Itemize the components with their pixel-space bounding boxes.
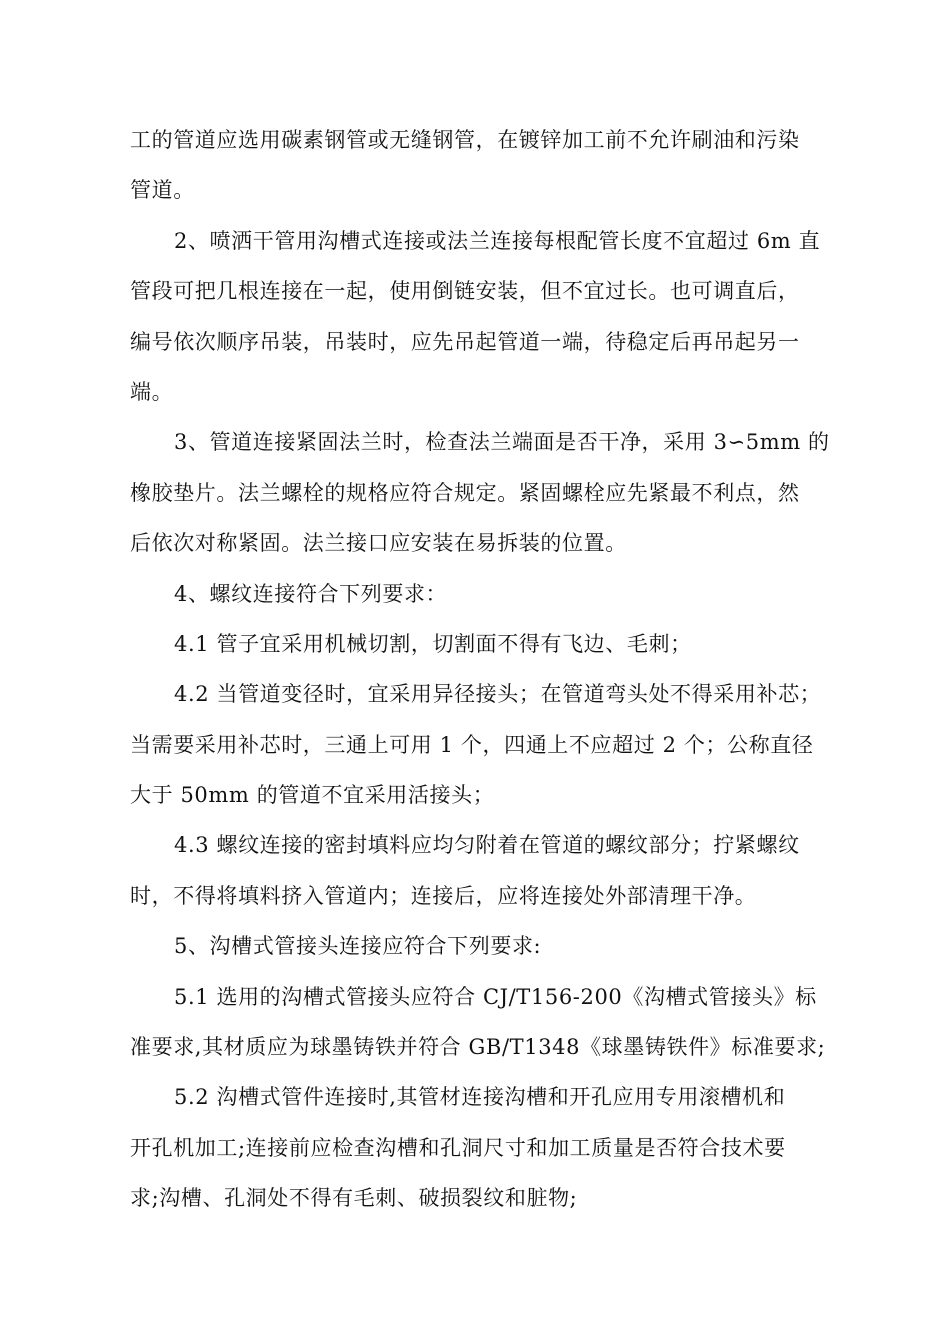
- paragraph-item-5-1: [130, 976, 830, 1077]
- text-line: 管道。: [130, 178, 195, 203]
- text-line: 3、管道连接紧固法兰时，检查法兰端面是否干净，采用 3∽5mm 的: [174, 430, 830, 455]
- paragraph-item-3: [130, 421, 830, 572]
- text-line: 管段可把几根连接在一起，使用倒链安装，但不宜过长。也可调直后，: [130, 279, 800, 304]
- text-line: 4.3 螺纹连接的密封填料应均匀附着在管道的螺纹部分；拧紧螺纹: [174, 833, 800, 858]
- paragraph-item-4-1: [130, 623, 830, 673]
- text-line: 求;沟槽、孔洞处不得有毛刺、破损裂纹和脏物;: [130, 1186, 578, 1211]
- text-line: 橡胶垫片。法兰螺栓的规格应符合规定。紧固螺栓应先紧最不利点，然: [130, 480, 800, 505]
- paragraph-item-5-2: [130, 1076, 830, 1227]
- paragraph-item-4-2: [130, 673, 830, 824]
- paragraph-item-2: [130, 220, 830, 422]
- text-line: 时，不得将填料挤入管道内；连接后，应将连接处外部清理干净。: [130, 883, 757, 908]
- paragraph-continued: [130, 119, 830, 220]
- text-line: 2、喷洒干管用沟槽式连接或法兰连接每根配管长度不宜超过 6m 直: [174, 228, 821, 253]
- paragraph-item-5: [130, 925, 830, 975]
- text-line: 大于 50mm 的管道不宜采用活接头；: [130, 783, 495, 808]
- text-line: 工的管道应选用碳素钢管或无缝钢管，在镀锌加工前不允许刷油和污染: [130, 128, 800, 152]
- paragraph-item-4: [130, 573, 830, 623]
- text-line: 后依次对称紧固。法兰接口应安装在易拆装的位置。: [130, 531, 627, 556]
- text-line: 4.1 管子宜采用机械切割，切割面不得有飞边、毛刺；: [174, 631, 692, 656]
- text-line: 4、螺纹连接符合下列要求：: [174, 581, 448, 606]
- text-line: 5.2 沟槽式管件连接时,其管材连接沟槽和开孔应用专用滚槽机和: [174, 1085, 786, 1110]
- text-line: 当需要采用补芯时，三通上可用 1 个，四通上不应超过 2 个；公称直径: [130, 732, 814, 757]
- text-line: 5.1 选用的沟槽式管接头应符合 CJ/T156-200《沟槽式管接头》标: [174, 984, 817, 1009]
- document-body: [130, 119, 830, 1228]
- text-line: 准要求,其材质应为球墨铸铁并符合 GB/T1348《球墨铸铁件》标准要求;: [130, 1035, 826, 1060]
- text-line: 开孔机加工;连接前应检查沟槽和孔洞尺寸和加工质量是否符合技术要: [130, 1135, 786, 1160]
- paragraph-item-4-3: [130, 824, 830, 925]
- text-line: 编号依次顺序吊装，吊装时，应先吊起管道一端，待稳定后再吊起另一: [130, 329, 800, 354]
- text-line: 端。: [130, 379, 174, 404]
- text-line: 4.2 当管道变径时，宜采用异径接头；在管道弯头处不得采用补芯；: [174, 682, 822, 707]
- text-line: 5、沟槽式管接头连接应符合下列要求:: [174, 934, 542, 959]
